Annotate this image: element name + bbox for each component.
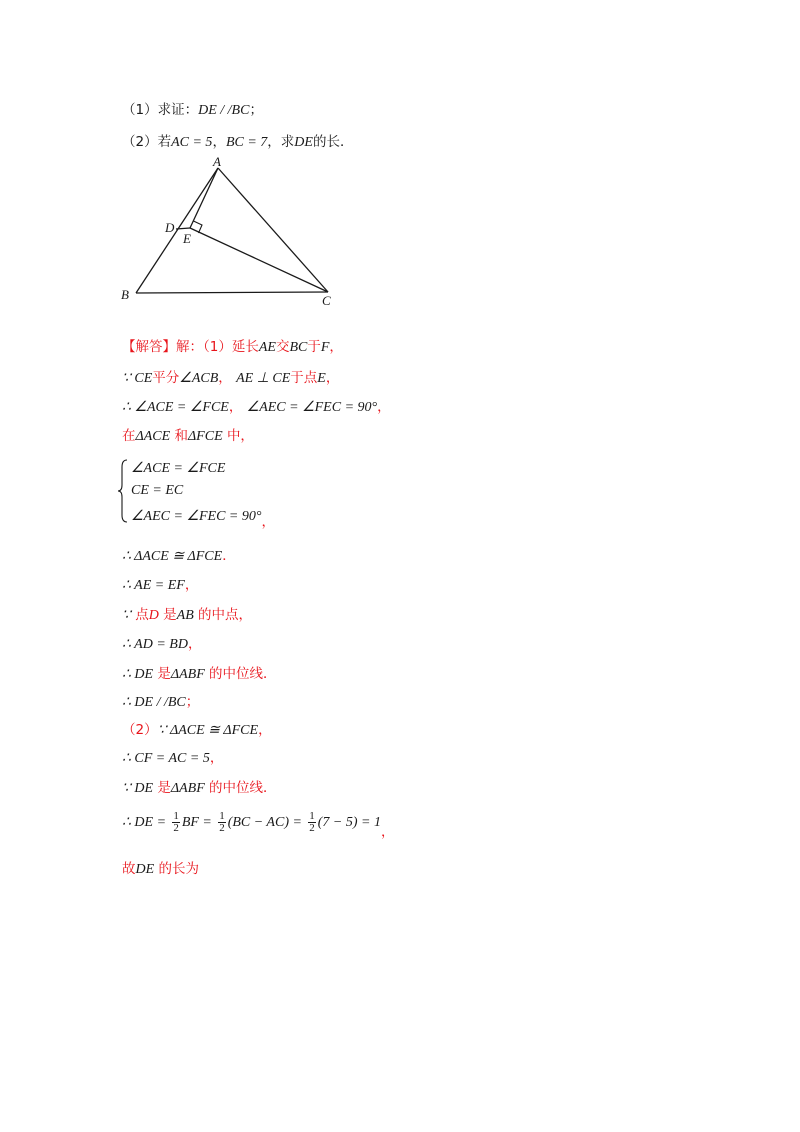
question-part1	[122, 98, 263, 119]
math-expression: ΔACE	[135, 429, 171, 444]
math-expression: ∴ DE =	[122, 815, 167, 830]
solution-text: 于	[307, 339, 321, 355]
solution-line-12	[122, 746, 223, 767]
solution-text: 平分	[152, 370, 180, 386]
label-d: D	[165, 220, 175, 235]
math-expression: AE ⊥ CE	[236, 371, 291, 386]
math-expression: ∴ ∠ACE = ∠FCE	[122, 400, 229, 415]
question-text: ，求	[267, 134, 295, 150]
math-expression: ∵ ΔACE ≅ ΔFCE	[157, 723, 259, 738]
math-expression: BC	[289, 340, 308, 355]
label-a: A	[213, 154, 221, 169]
solution-line-7	[122, 603, 252, 624]
solution-text: 是	[157, 780, 171, 796]
solution-text: 和	[174, 428, 188, 444]
question-part2	[122, 130, 353, 151]
solution-text: 的中位线．	[209, 780, 277, 796]
label-c: C	[322, 293, 331, 308]
math-expression: (7 − 5) = 1	[317, 815, 381, 830]
math-expression: ∴ DE	[122, 667, 154, 682]
math-expression: D	[148, 608, 159, 623]
punctuation: ，	[329, 339, 343, 355]
label-e: E	[183, 231, 191, 246]
punctuation: ，	[184, 577, 199, 593]
punctuation: ，	[187, 636, 202, 652]
system-equation-1	[131, 460, 225, 477]
solution-line-3	[122, 395, 391, 416]
punctuation: ，	[212, 134, 226, 150]
punctuation: ，	[218, 370, 232, 386]
math-expression: AE	[258, 340, 276, 355]
solution-line-14	[122, 810, 395, 840]
math-expression: ∴ AD = BD	[122, 637, 188, 652]
punctuation: ．	[222, 548, 236, 564]
solution-line-13	[122, 776, 277, 797]
math-expression: ΔABF	[170, 781, 205, 796]
solution-line-10	[122, 690, 199, 711]
math-expression: ∵	[122, 608, 131, 623]
solution-text: 中，	[226, 428, 254, 444]
math-expression: DE / /BC	[198, 103, 250, 118]
solution-text: 是	[157, 666, 171, 682]
segment-ac	[218, 168, 328, 292]
math-expression: ΔFCE	[187, 429, 223, 444]
punctuation: ，	[228, 399, 243, 415]
fraction-one-half: $\frac{1}{2}$	[173, 810, 179, 834]
math-expression: ∠AEC = ∠FEC = 90°	[246, 400, 378, 415]
solution-line-11	[122, 718, 272, 739]
solution-line-1	[122, 335, 343, 356]
math-expression: DE	[294, 135, 313, 150]
fraction-one-half: $\frac{1}{2}$	[309, 810, 315, 834]
solution-text: 的中点，	[198, 607, 253, 623]
punctuation: ，	[377, 399, 391, 415]
triangle-figure	[110, 150, 350, 315]
solution-line-4	[122, 424, 254, 445]
segment-ae	[190, 168, 218, 228]
math-expression: CE = EC	[131, 483, 184, 498]
solution-text: 的长为	[158, 861, 199, 877]
solution-text: 点	[135, 607, 149, 623]
math-expression: BC = 7	[225, 135, 268, 150]
math-expression: (BC − AC) =	[227, 815, 302, 830]
question-text: （2）若	[122, 134, 172, 150]
label-b: B	[121, 287, 129, 302]
punctuation: ；	[249, 102, 263, 118]
solution-text: （2）	[122, 722, 158, 738]
solution-text: 在	[122, 428, 136, 444]
solution-line-15	[122, 857, 199, 878]
math-expression: E	[317, 371, 326, 386]
punctuation: ，	[209, 750, 224, 766]
punctuation: ，	[380, 824, 395, 840]
solution-line-2	[122, 366, 339, 387]
solution-text: 交	[275, 339, 290, 355]
question-text: （1）求证：	[122, 102, 199, 118]
solution-text: 故	[122, 861, 136, 877]
solution-line-5	[122, 544, 236, 565]
math-expression: AB	[176, 608, 194, 623]
question-text: 的长．	[312, 134, 354, 150]
math-expression: ∵ CE	[122, 371, 153, 386]
punctuation: ，	[325, 370, 340, 386]
math-expression: ∠AEC = ∠FEC = 90°	[131, 509, 262, 524]
segment-ec	[190, 228, 328, 292]
math-expression: BF =	[181, 815, 212, 830]
math-expression: ∴ CF = AC = 5	[122, 751, 210, 766]
math-expression: ∠ACB	[179, 371, 219, 386]
equation-system-brace	[118, 459, 128, 523]
math-expression: ∴ AE = EF	[122, 578, 185, 593]
math-expression: ∵ DE	[122, 781, 154, 796]
punctuation: ；	[185, 694, 200, 710]
math-expression: ∴ DE / /BC	[122, 695, 186, 710]
math-expression: ΔABF	[170, 667, 205, 682]
solution-line-9	[122, 662, 277, 683]
fraction-one-half: $\frac{1}{2}$	[219, 810, 225, 834]
punctuation: ，	[261, 514, 275, 530]
math-expression: F	[320, 340, 330, 355]
punctuation: ，	[258, 722, 272, 738]
solution-text: 的中位线．	[209, 666, 277, 682]
system-equation-2	[131, 482, 183, 499]
math-expression: ∠ACE = ∠FCE	[131, 461, 226, 476]
solution-line-8	[122, 632, 201, 653]
solution-text: 于点	[290, 370, 318, 386]
solution-line-6	[122, 573, 198, 594]
solution-text: 是	[163, 607, 177, 623]
segment-ab	[136, 168, 218, 293]
system-equation-3	[131, 504, 275, 530]
solution-heading: 【解答】解：（1）延长	[122, 339, 259, 355]
math-expression: AC = 5	[171, 135, 213, 150]
math-expression: ∴ ΔACE ≅ ΔFCE	[122, 549, 223, 564]
segment-bc	[136, 292, 328, 293]
math-expression: DE	[135, 862, 155, 877]
